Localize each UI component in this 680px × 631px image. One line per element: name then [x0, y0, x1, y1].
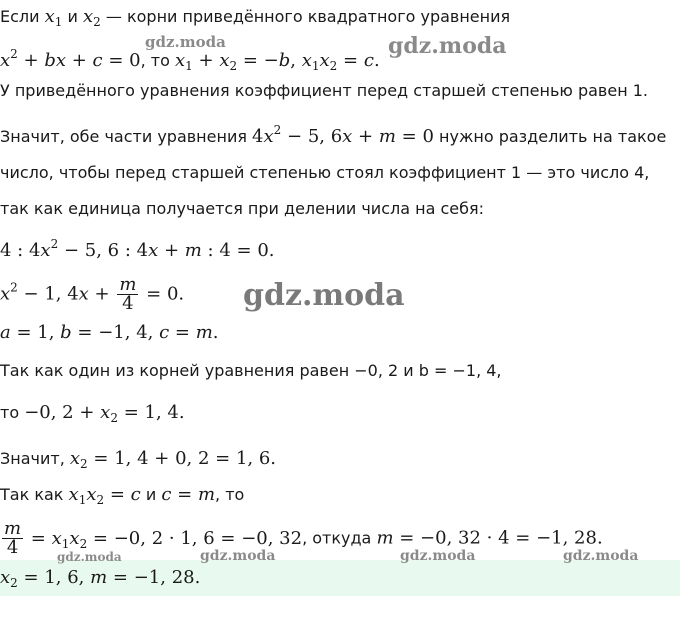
watermark: gdz.moda: [145, 33, 226, 51]
vieta-line: $x^2$ + bx + c = 0, то $x_1 + x_2 = -b$, $x_1x_2 = c$.: [0, 47, 380, 73]
equation-reduced: $x^2 - 1$, 4x + $\frac{m}{4}$ = 0.: [0, 274, 185, 314]
m-calc-line: $\frac{m}{4}$ = $x_1x_2 = -0$, 2 · 1, 6 = −0, 32, откуда m = −0, 32 · 4 = −1, 28.: [4, 518, 603, 558]
equation-divided: 4 : $4x^2 - 5$, 6 : 4x + m : 4 = 0.: [0, 237, 275, 261]
watermark: gdz.moda: [400, 548, 476, 564]
watermark: gdz.moda: [243, 278, 405, 313]
reason-line: так как единица получается при делении числа на себя:: [0, 199, 484, 218]
answer-line: $x_2 = 1$, 6, m = −1, 28.: [0, 567, 201, 590]
coefficients-line: a = 1, b = −1, 4, c = m.: [0, 322, 219, 343]
root-line: Так как один из корней уравнения равен −0, 2 и b = −1, 4,: [0, 361, 502, 380]
watermark: gdz.moda: [57, 550, 122, 564]
sum-line: то −0, $2 + x_2 = 1$, 4.: [0, 402, 185, 425]
watermark: gdz.moda: [200, 548, 276, 564]
number-line: число, чтобы перед старшей степенью стоял коэффициент 1 — это число 4,: [0, 163, 650, 182]
coefficient-note: У приведённого уравнения коэффициент перед старшей степенью равен 1.: [0, 81, 649, 100]
x2-calc-line: Значит, $x_2 = 1$, 4 + 0, 2 = 1, 6.: [0, 448, 277, 471]
watermark: gdz.moda: [388, 33, 507, 59]
intro-line: Если $x_1$ и $x_2$ — корни приведённого квадратного уравнения: [0, 6, 511, 29]
divide-line: Значит, обе части уравнения $4x^2 - 5$, 6x + m = 0 нужно разделить на такое: [0, 123, 667, 147]
watermark: gdz.moda: [563, 548, 639, 564]
product-line: Так как $x_1x_2 = c$ и c = m, то: [0, 484, 245, 507]
